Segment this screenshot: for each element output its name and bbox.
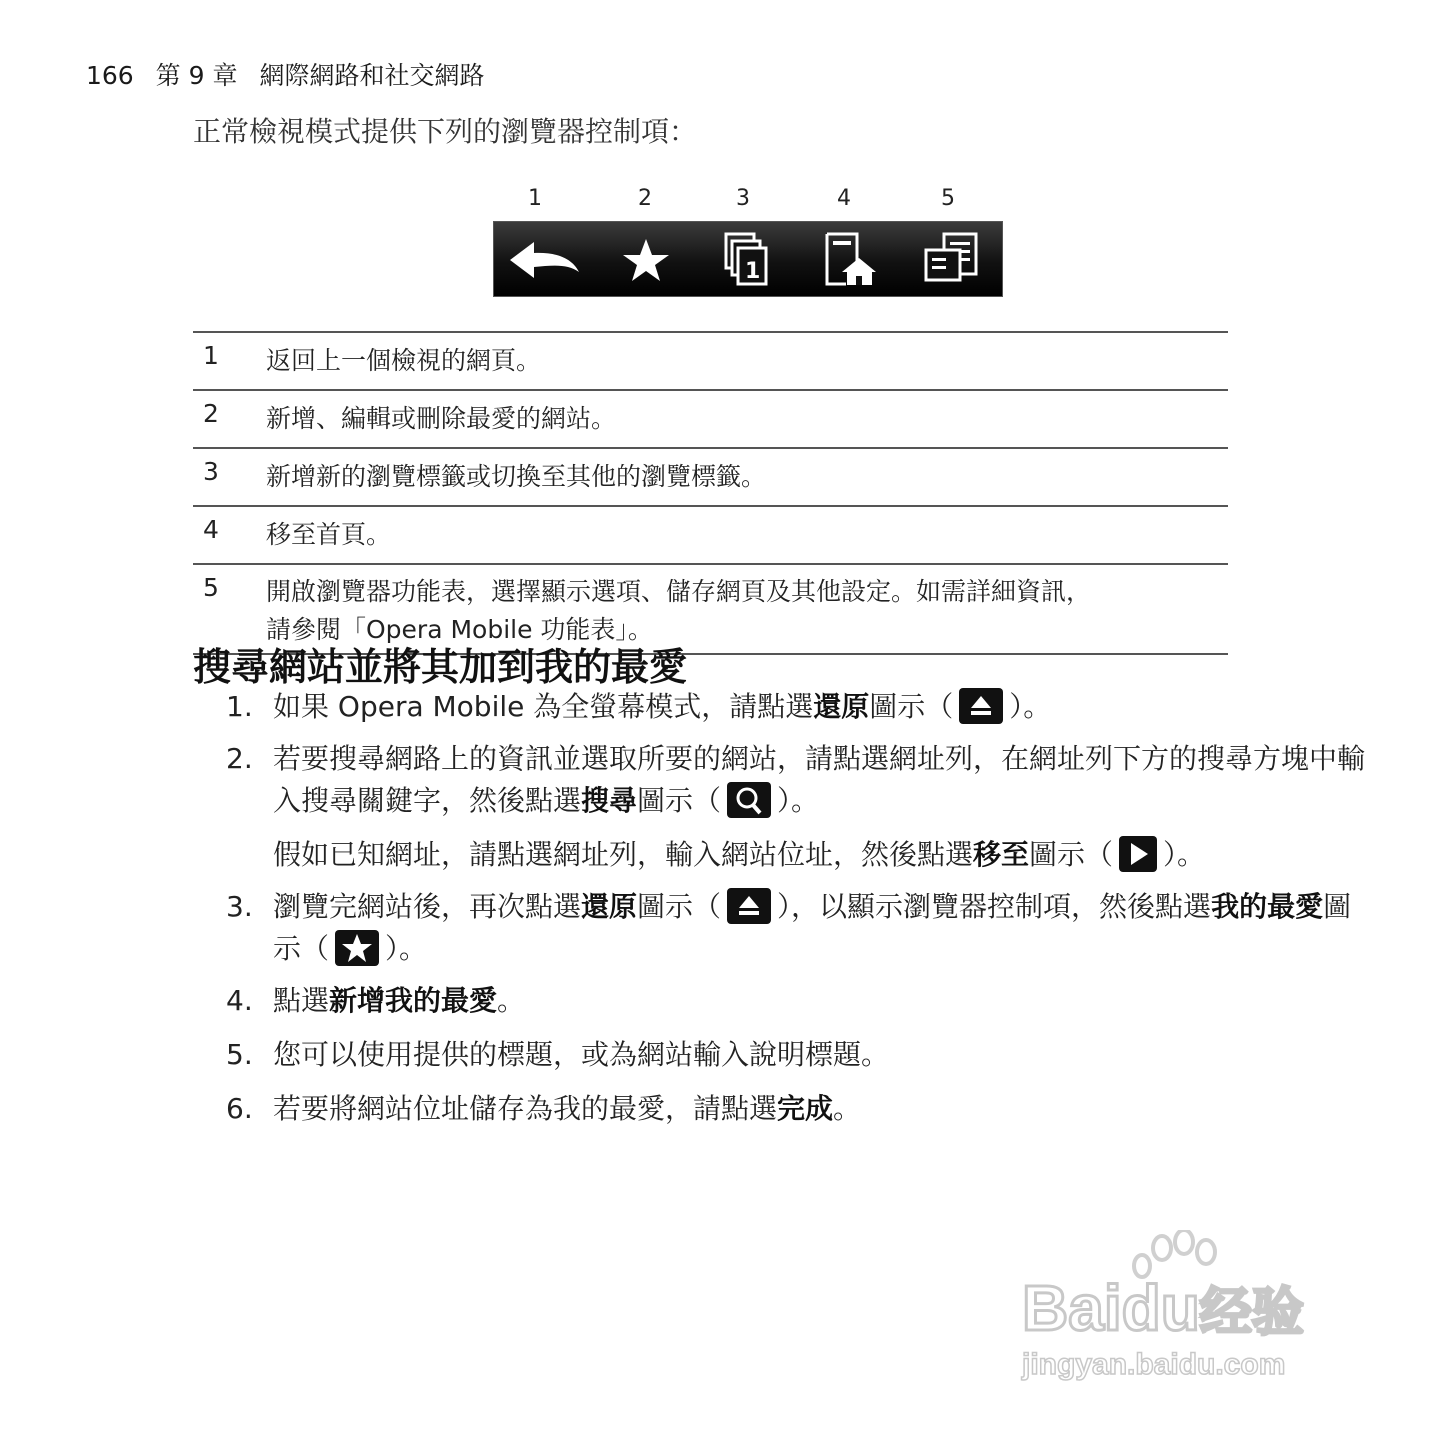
- list-item: [226, 1034, 1376, 1076]
- watermark-brand: Bai: [1022, 1272, 1122, 1344]
- step-text: 假如已知網址，請點選網址列，輸入網站位址，然後點選: [273, 838, 974, 871]
- menu-icon: [926, 234, 976, 280]
- search-icon: [727, 782, 771, 818]
- section-title: 搜尋網站並將其加到我的最愛: [193, 645, 688, 689]
- row-text-line-2: 請參閱「Opera Mobile 功能表」。: [266, 615, 653, 644]
- step-text: ），以顯示瀏覽器控制項，然後點選: [777, 890, 1212, 923]
- step-text: 圖示（: [637, 890, 722, 923]
- back-icon: [510, 242, 579, 278]
- step-text: 圖示（: [869, 690, 954, 723]
- watermark-url: jingyan.baidu.com: [1022, 1348, 1286, 1381]
- toolbar-number-2: 2: [638, 186, 652, 211]
- watermark-label: 经验: [1199, 1284, 1304, 1342]
- step-text: 點選: [273, 984, 330, 1017]
- step-text: ）。: [777, 784, 820, 817]
- step-text: 圖示（: [273, 890, 1352, 965]
- step-number: 1.: [226, 690, 253, 723]
- watermark-brand-du: du: [1121, 1272, 1200, 1344]
- baidu-watermark: [1022, 1230, 1352, 1394]
- step-number: 3.: [226, 890, 253, 923]
- star-icon: [335, 930, 379, 966]
- step-text: ）。: [385, 932, 428, 965]
- restore-icon: [727, 888, 771, 924]
- table-row: [193, 390, 1228, 448]
- list-item: [226, 738, 1376, 876]
- step-text: 若要搜尋網路上的資訊並選取所要的網站，請點選網址列，在網址列下方的搜尋方塊中輸入搜尋關鍵字，然後點選: [273, 742, 1366, 817]
- step-text: 。: [833, 1092, 862, 1125]
- list-item: [226, 980, 1376, 1022]
- step-number: 2.: [226, 742, 253, 775]
- row-number: 1: [193, 332, 266, 390]
- step-paragraph: [273, 738, 1376, 822]
- toolbar-number-5: 5: [941, 186, 955, 211]
- page-number: 166: [86, 61, 134, 90]
- row-text-line-1: 開啟瀏覽器功能表，選擇顯示選項、儲存網頁及其他設定。如需詳細資訊，: [266, 577, 1092, 606]
- row-number: 4: [193, 506, 266, 564]
- step-bold: 新增我的最愛: [329, 984, 498, 1017]
- row-text: 返回上一個檢視的網頁。: [266, 332, 1228, 390]
- step-number: 5.: [226, 1038, 253, 1071]
- step-bold: 我的最愛: [1211, 890, 1324, 923]
- row-text: 移至首頁。: [266, 506, 1228, 564]
- go-icon: [1119, 836, 1157, 872]
- row-number: 2: [193, 390, 266, 448]
- browser-toolbar-image: [493, 221, 1003, 297]
- step-text: 。: [497, 984, 526, 1017]
- page-header: [86, 56, 484, 92]
- home-icon: [827, 234, 876, 285]
- chapter-title: 網際網路和社交網路: [259, 61, 485, 90]
- toolbar-number-3: 3: [736, 186, 750, 211]
- step-bold: 還原: [581, 890, 638, 923]
- chapter-label: 第 9 章: [155, 61, 238, 90]
- table-row: [193, 506, 1228, 564]
- row-text: 新增、編輯或刪除最愛的網站。: [266, 390, 1228, 448]
- step-bold: 移至: [973, 838, 1030, 871]
- list-item: [226, 886, 1376, 970]
- step-text: 瀏覽完網站後，再次點選: [273, 890, 582, 923]
- list-item: [226, 1088, 1376, 1130]
- toolbar-number-1: 1: [528, 186, 542, 211]
- icon-definition-table: [193, 331, 1228, 655]
- table-row: [193, 448, 1228, 506]
- toolbar-number-4: 4: [837, 186, 851, 211]
- step-text: 您可以使用提供的標題，或為網站輸入說明標題。: [273, 1038, 890, 1071]
- step-number: 6.: [226, 1092, 253, 1125]
- step-bold: 搜尋: [581, 784, 638, 817]
- step-number: 4.: [226, 984, 253, 1017]
- list-item: [226, 686, 1376, 728]
- step-text: 若要將網站位址儲存為我的最愛，請點選: [273, 1092, 778, 1125]
- row-number: 3: [193, 448, 266, 506]
- step-bold: 完成: [777, 1092, 834, 1125]
- step-text: 圖示（: [1029, 838, 1114, 871]
- step-bold: 還原: [813, 690, 870, 723]
- intro-text: 正常檢視模式提供下列的瀏覽器控制項：: [193, 115, 698, 148]
- step-text: 如果 Opera Mobile 為全螢幕模式，請點選: [273, 690, 814, 723]
- star-icon: [623, 239, 669, 281]
- step-text: ）。: [1163, 838, 1206, 871]
- tabs-icon: [726, 234, 766, 284]
- svg-text:1: 1: [745, 259, 761, 284]
- restore-icon: [959, 688, 1003, 724]
- step-text: 圖示（: [637, 784, 722, 817]
- row-number: 5: [193, 564, 266, 654]
- step-paragraph: [273, 834, 1376, 876]
- steps-list: [226, 686, 1376, 1130]
- row-text: 新增新的瀏覽標籤或切換至其他的瀏覽標籤。: [266, 448, 1228, 506]
- table-row: [193, 332, 1228, 390]
- step-text: ）。: [1009, 690, 1052, 723]
